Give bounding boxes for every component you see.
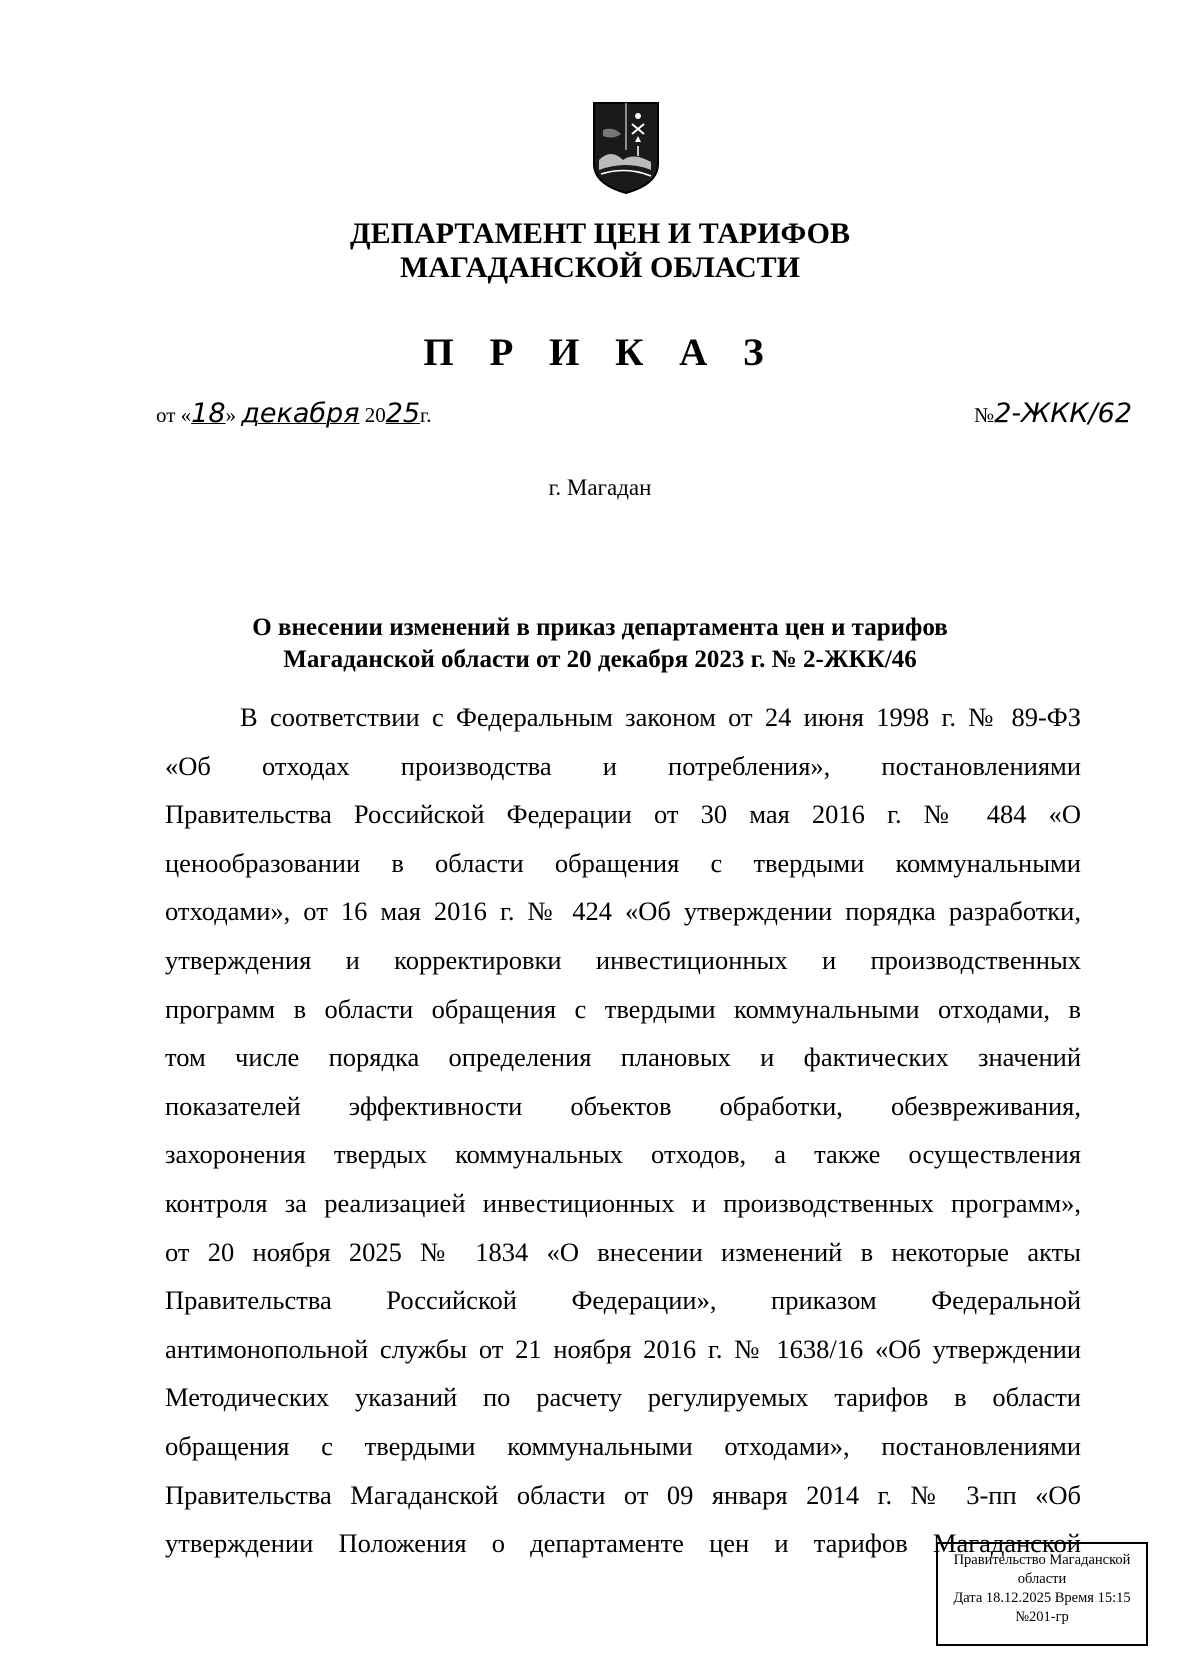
- department-name-line-1: ДЕПАРТАМЕНТ ЦЕН И ТАРИФОВ: [349, 217, 851, 250]
- body-line: «Об отходах производства и потребления», постановлениями: [165, 750, 1081, 781]
- body-line: В соответствии с Федеральным законом от 24 июня 1998 г. № 89-ФЗ: [240, 702, 1081, 732]
- date-day-handwritten: 18: [191, 398, 226, 429]
- order-number: [974, 398, 1132, 429]
- order-date: [156, 398, 432, 429]
- body-paragraph: [165, 693, 1081, 1568]
- body-line: контроля за реализацией инвестиционных и производственных программ»,: [165, 1187, 1081, 1218]
- body-line: Методических указаний по расчету регулируемых тарифов в области: [165, 1382, 1081, 1413]
- body-line: показателей эффективности объектов обработки, обезвреживания,: [165, 1090, 1081, 1121]
- document-type-title: П Р И К А З: [423, 331, 777, 374]
- stamp-line-4: №201-гр: [1015, 1609, 1069, 1625]
- body-line: захоронения твердых коммунальных отходов, а также осуществления: [165, 1139, 1081, 1170]
- order-number-handwritten: 2-ЖКК/62: [994, 398, 1132, 429]
- date-year-handwritten: 25: [385, 398, 421, 429]
- body-line: утверждения и корректировки инвестиционных и производственных: [165, 944, 1081, 975]
- body-line: антимонопольной службы от 21 ноября 2016 г. № 1638/16 «Об утверждении: [165, 1333, 1081, 1364]
- document-title-line-2: Магаданской области от 20 декабря 2023 г. № 2-ЖКК/46: [283, 646, 917, 673]
- department-name-line-2: МАГАДАНСКОЙ ОБЛАСТИ: [400, 251, 800, 284]
- body-line: от 20 ноября 2025 № 1834 «О внесении изменений в некоторые акты: [165, 1236, 1081, 1267]
- date-year-prefix: 20: [364, 403, 386, 427]
- stamp-line-3: Дата 18.12.2025 Время 15:15: [953, 1590, 1131, 1606]
- date-day-close: »: [225, 403, 237, 427]
- date-year-end: г.: [420, 403, 432, 427]
- body-line: Правительства Российской Федерации от 30 мая 2016 г. № 484 «О: [165, 799, 1081, 830]
- coat-of-arms-emblem: [591, 100, 661, 195]
- stamp-line-2: области: [1017, 1571, 1067, 1587]
- body-line: программ в области обращения с твердыми коммунальными отходами, в: [165, 993, 1081, 1024]
- body-line: отходами», от 16 мая 2016 г. № 424 «Об утверждении порядка разработки,: [165, 896, 1081, 927]
- body-line: Правительства Российской Федерации», приказом Федеральной: [165, 1285, 1081, 1316]
- body-line: том числе порядка определения плановых и фактических значений: [165, 1042, 1081, 1073]
- date-month-handwritten: декабря: [241, 398, 360, 429]
- body-line: утверждении Положения о департаменте цен и тарифов Магаданской: [165, 1528, 1081, 1559]
- city-name: г. Магадан: [548, 475, 652, 500]
- stamp-line-1: Правительство Магаданской: [953, 1552, 1131, 1568]
- body-line: Правительства Магаданской области от 09 января 2014 г. № 3-пп «Об: [165, 1479, 1081, 1510]
- document-title-line-1: О внесении изменений в приказ департамента цен и тарифов: [252, 614, 948, 641]
- date-prefix: от «: [156, 403, 192, 427]
- body-line: ценообразовании в области обращения с твердыми коммунальными: [165, 847, 1081, 878]
- order-number-prefix: №: [974, 403, 995, 427]
- body-line: обращения с твердыми коммунальными отходами», постановлениями: [165, 1430, 1081, 1461]
- registration-stamp: [936, 1542, 1148, 1646]
